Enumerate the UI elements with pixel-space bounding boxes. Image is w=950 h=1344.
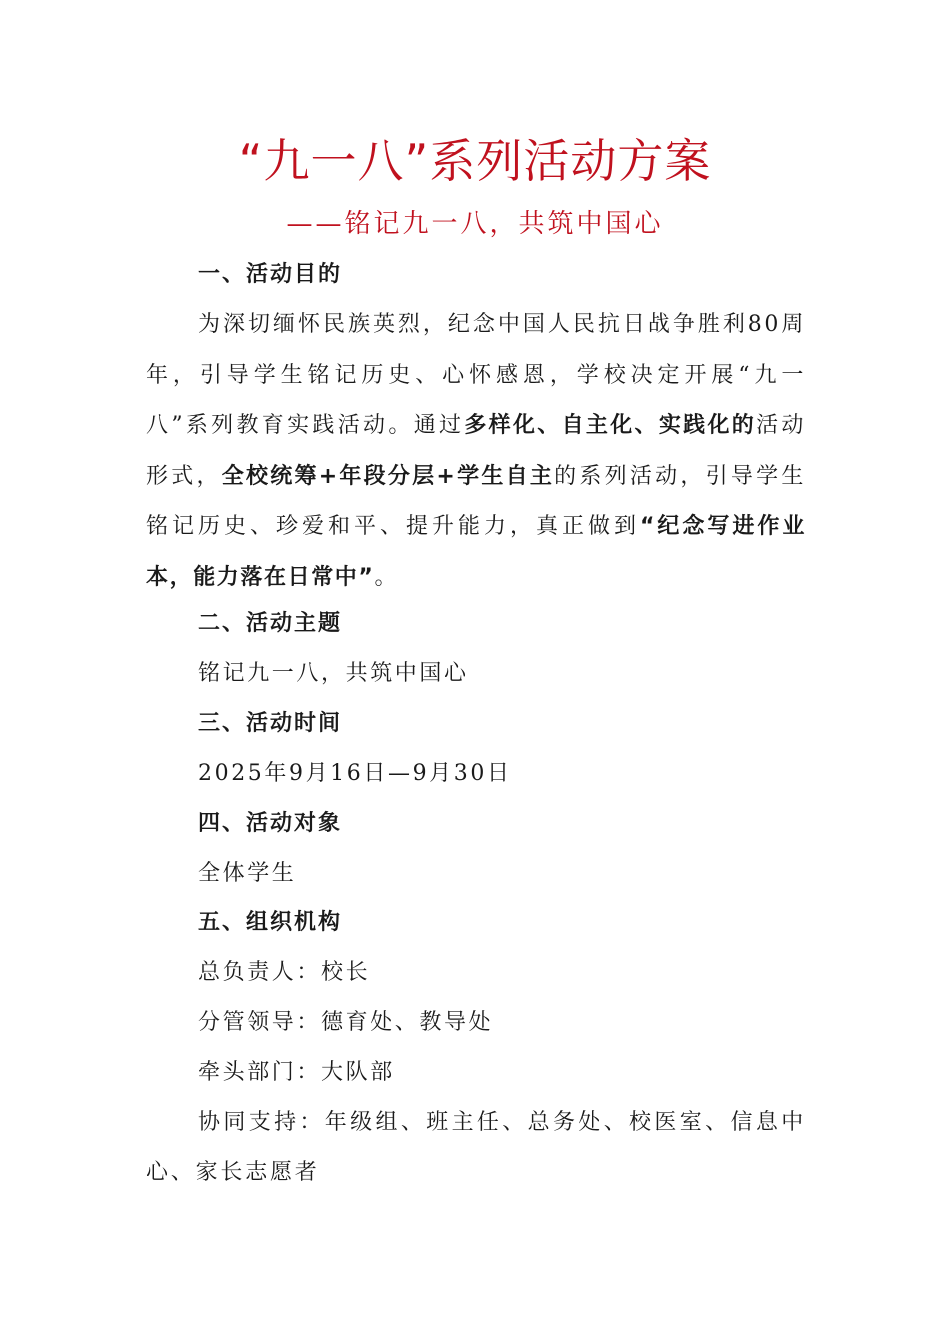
document-title: “九一八”系列活动方案 (238, 134, 712, 188)
paragraph-emphasis: “纪念写进作业本，能力落在日常中” (146, 514, 806, 590)
section-content: 全体学生 (198, 861, 297, 886)
section-time (146, 699, 806, 799)
section-heading: 三、活动时间 (198, 711, 343, 736)
section-purpose (146, 250, 806, 603)
org-line: 分管领导：德育处、教导处 (198, 1010, 494, 1035)
section-heading: 二、活动主题 (198, 611, 343, 636)
paragraph-text: 为深切缅怀民族英烈，纪念中国人民抗日战争胜利80周年，引导学生铭记历史、心怀感恩，学校决定开展“九一八”系列教育实践活动。通过 (146, 312, 806, 438)
paragraph-text: 活动形式， (146, 413, 807, 489)
section-content: 铭记九一八，共筑中国心 (198, 661, 469, 686)
org-line: 总负责人：校长 (198, 960, 371, 985)
section-heading: 一、活动目的 (198, 262, 343, 287)
section-theme (146, 599, 806, 699)
paragraph-text: 的系列活动，引导学生铭记历史、珍爱和平、提升能力，真正做到 (146, 463, 806, 539)
section-paragraph (146, 300, 806, 603)
section-content: 2025年9月16日—9月30日 (198, 761, 512, 786)
section-heading: 五、组织机构 (198, 910, 343, 935)
section-organization (146, 898, 806, 1198)
org-line: 牵头部门：大队部 (198, 1060, 395, 1085)
paragraph-emphasis: 全校统筹+年段分层+学生自主 (221, 463, 555, 489)
paragraph-text: 。 (374, 564, 400, 590)
section-heading: 四、活动对象 (198, 811, 343, 836)
org-line: 协同支持：年级组、班主任、总务处、校医室、信息中心、家长志愿者 (146, 1110, 806, 1185)
paragraph-emphasis: 多样化、自主化、实践化的 (464, 413, 757, 438)
section-audience (146, 799, 806, 899)
document-subtitle: ——铭记九一八，共筑中国心 (286, 209, 664, 239)
